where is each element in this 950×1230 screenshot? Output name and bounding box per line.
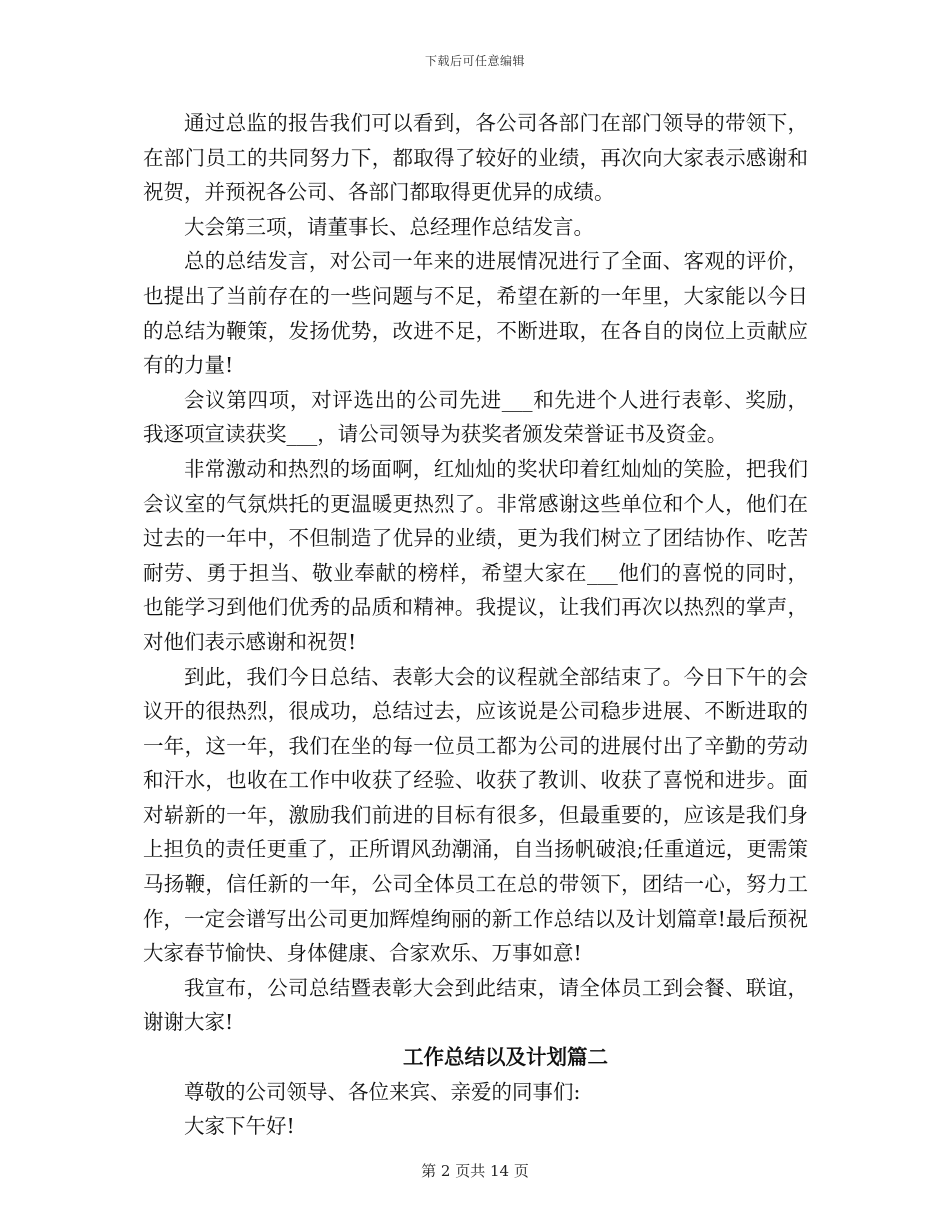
- header-note: 下载后可任意编辑: [424, 54, 525, 68]
- paragraph: 非常激动和热烈的场面啊，红灿灿的奖状印着红灿灿的笑脸，把我们会议室的气氛烘托的更温暖更热烈了。非常感谢这些单位和个人，他们在过去的一年中，不但制造了优异的业绩，更为我们树立了团结协作、吃苦耐劳、勇于担当、敬业奉献的榜样，希望大家在___他们的喜悦的同时，也能学习到他们优秀的品质和精神。我提议，让我们再次以热烈的掌声，对他们表示感谢和祝贺!: [143, 456, 808, 654]
- page-number: 第 2 页共 14 页: [421, 1162, 529, 1180]
- paragraph: 我宣布，公司总结暨表彰大会到此结束，请全体员工到会餐、联谊，谢谢大家!: [143, 975, 808, 1035]
- section-title: 工作总结以及计划篇二: [403, 1045, 608, 1070]
- paragraph: 通过总监的报告我们可以看到，各公司各部门在部门领导的带领下，在部门员工的共同努力下，都取得了较好的业绩，再次向大家表示感谢和祝贺，并预祝各公司、各部门都取得更优异的成绩。: [143, 111, 808, 205]
- paragraph: 总的总结发言，对公司一年来的进展情况进行了全面、客观的评价，也提出了当前存在的一些问题与不足，希望在新的一年里，大家能以今日的总结为鞭策，发扬优势，改进不足，不断进取，在各自的岗位上贡献应有的力量!: [143, 249, 808, 378]
- greeting-line: 大家下午好!: [184, 1114, 295, 1139]
- paragraph: 到此，我们今日总结、表彰大会的议程就全部结束了。今日下午的会议开的很热烈，很成功，总结过去，应该说是公司稳步进展、不断进取的一年，这一年，我们在坐的每一位员工都为公司的进展付出了辛勤的劳动和汗水，也收在工作中收获了经验、收获了教训、收获了喜悦和进步。面对崭新的一年，激励我们前进的目标有很多，但最重要的，应该是我们身上担负的责任更重了，正所谓风劲潮涌，自当扬帆破浪;任重道远，更需策马扬鞭，信任新的一年，公司全体员工在总的带领下，团结一心，努力工作，一定会谱写出公司更加辉煌绚丽的新工作总结以及计划篇章!最后预祝大家春节愉快、身体健康、合家欢乐、万事如意!: [143, 664, 808, 966]
- paragraph: 大会第三项，请董事长、总经理作总结发言。: [184, 214, 594, 239]
- greeting-line: 尊敬的公司领导、各位来宾、亲爱的同事们:: [184, 1079, 581, 1104]
- document-body: [143, 106, 808, 1144]
- paragraph: 会议第四项，对评选出的公司先进___和先进个人进行表彰、奖励，我逐项宣读获奖___，请公司领导为获奖者颁发荣誉证书及资金。: [143, 387, 808, 447]
